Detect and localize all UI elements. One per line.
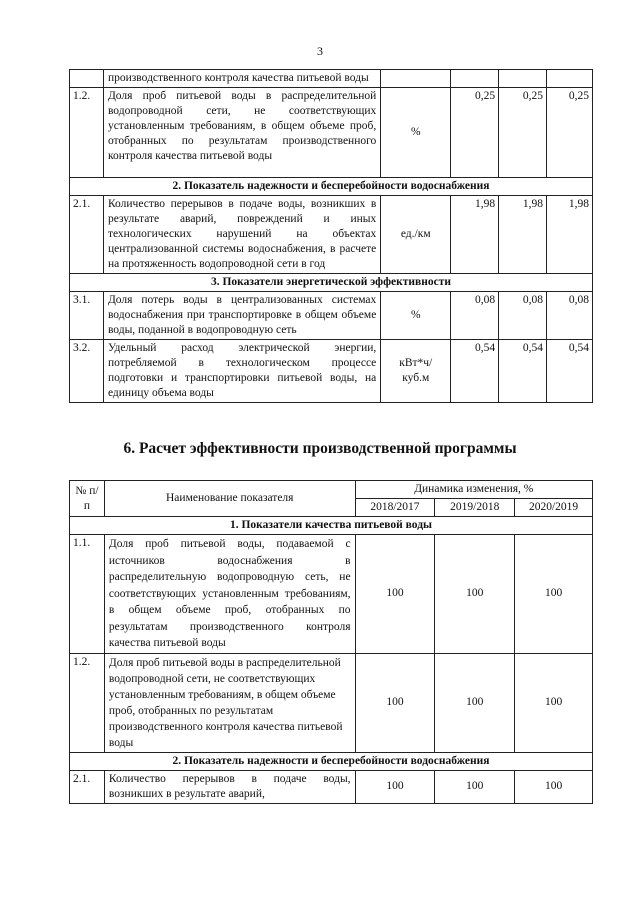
row-number: 2.1. [70,770,105,803]
row-value: 100 [355,535,435,654]
row-value: 100 [515,653,593,752]
row-value: 0,08 [547,292,593,340]
row-name: Доля потерь воды в централизованных системах водоснабжения при транспортировке в общем объеме воды, поданной в водопроводную сеть [103,292,380,340]
section-title: 2. Показатель надежности и бесперебойности водоснабжения [70,752,593,770]
section-title: 3. Показатели энергетической эффективности [70,274,593,292]
row-value: 100 [355,653,435,752]
row-unit: % [381,88,451,178]
section-row [70,274,593,292]
column-header-dynamics: Динамика изменения, % [355,481,592,499]
row-value: 100 [435,653,515,752]
row-value: 100 [515,770,593,803]
row-name: Доля проб питьевой воды, подаваемой с источников водоснабжения в распределительную водопроводную сеть, не соответствующих установленным требованиям, в общем объеме проб, отобранных по результатам производственного контроля качества питьевой воды [104,535,355,654]
row-value: 0,08 [451,292,499,340]
column-header-year: 2019/2018 [435,499,515,517]
row-number: 1.1. [70,535,105,654]
row-number: 3.1. [70,292,104,340]
row-value: 0,54 [499,340,547,403]
row-value: 1,98 [547,196,593,274]
row-name: Количество перерывов в подаче воды, возникших в результате аварий, [104,770,355,803]
row-value: 100 [515,535,593,654]
row-unit: кВт*ч/ куб.м [381,340,451,403]
column-header-number: № п/п [70,481,105,517]
row-number: 1.2. [70,88,104,178]
section-title: 2. Показатель надежности и бесперебойности водоснабжения [70,178,593,196]
row-number: 2.1. [70,196,104,274]
column-header-year: 2018/2017 [355,499,435,517]
table-row [70,340,593,403]
table-row [70,88,593,178]
column-header-name: Наименование показателя [104,481,355,517]
row-value: 1,98 [451,196,499,274]
row-name: Количество перерывов в подаче воды, возникших в результате аварий, повреждений и иных технологических нарушений на объектах централизованной системы водоснабжения, в расчете на протяженность водопроводной сети в год [103,196,380,274]
row-value: 1,98 [499,196,547,274]
row-name: Доля проб питьевой воды в распределительной водопроводной сети, не соответствующих установленным требованиям, в общем объеме проб, отобранных по результатам производственного контроля качества питьевой воды [104,653,355,752]
page-number: 3 [317,44,323,58]
row-value: 0,25 [451,88,499,178]
section-row [70,752,593,770]
section-heading: 6. Расчет эффективности производственной программы [123,440,517,457]
row-value: 0,25 [547,88,593,178]
section-row [70,517,593,535]
indicators-table [69,69,593,403]
table-row [70,70,593,88]
row-number: 3.2. [70,340,104,403]
section-title: 1. Показатели качества питьевой воды [70,517,593,535]
row-value: 100 [435,535,515,654]
row-name: Удельный расход электрической энергии, потребляемой в технологическом процессе подготовки и транспортировки питьевой воды, на единицу объема воды [103,340,380,403]
row-name: Доля проб питьевой воды в распределительной водопроводной сети, не соответствующих установленным требованиям, в общем объеме проб, отобранных по результатам производственного контроля качества питьевой воды [103,88,380,178]
row-name: производственного контроля качества питьевой воды [103,70,380,88]
row-value: 0,54 [451,340,499,403]
row-value: 0,54 [547,340,593,403]
table-row [70,770,593,803]
table-row [70,535,593,654]
row-value: 0,08 [499,292,547,340]
table-row [70,292,593,340]
row-number: 1.2. [70,653,105,752]
column-header-year: 2020/2019 [515,499,593,517]
row-value: 100 [435,770,515,803]
row-value: 0,25 [499,88,547,178]
header-row [70,481,593,499]
row-value: 100 [355,770,435,803]
table-row [70,196,593,274]
section-row [70,178,593,196]
row-unit: ед./км [381,196,451,274]
table-row [70,653,593,752]
row-unit: % [381,292,451,340]
efficiency-table [69,480,593,804]
